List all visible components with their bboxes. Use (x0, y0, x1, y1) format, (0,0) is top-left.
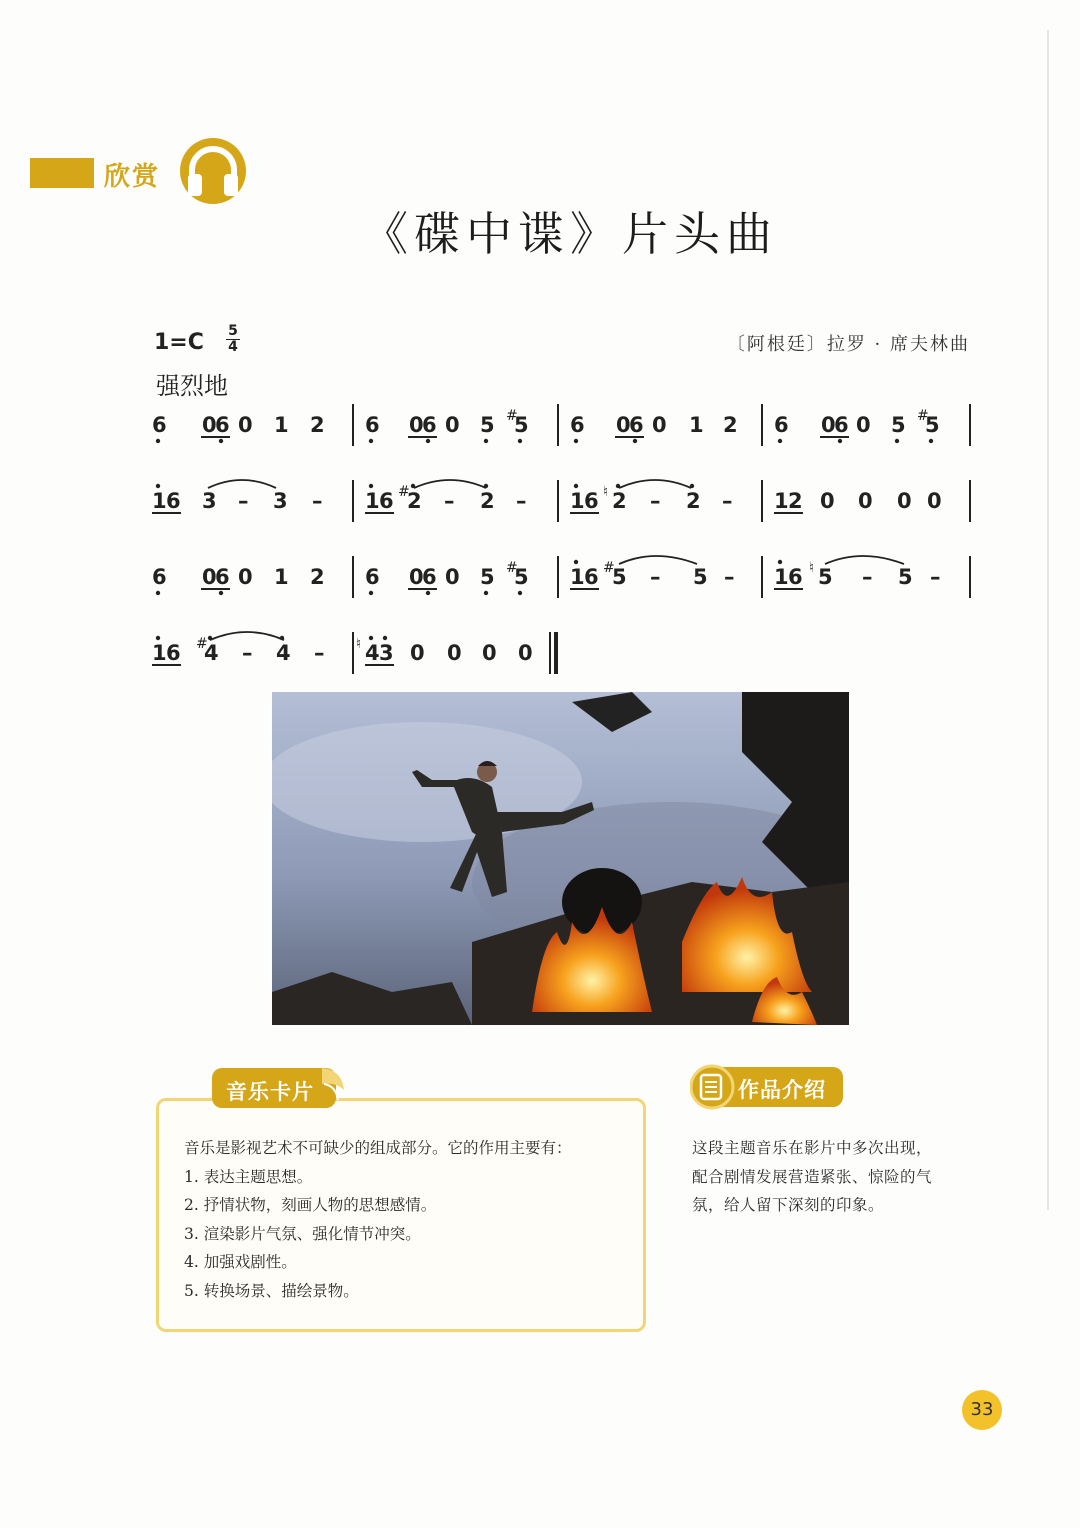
svg-text:–: – (650, 489, 661, 513)
notation-row-3 (152, 552, 982, 608)
card-line: 1. 表达主题思想。 (184, 1167, 313, 1186)
card-line: 4. 加强戏剧性。 (184, 1253, 297, 1271)
section-label: 欣赏 (104, 162, 161, 192)
svg-text:6: 6 (215, 565, 230, 589)
svg-text:2: 2 (723, 413, 738, 437)
svg-text:#: # (917, 408, 929, 424)
intro-label: 作品介绍 (738, 1078, 826, 1102)
svg-text:6: 6 (629, 413, 644, 437)
svg-text:0: 0 (410, 641, 425, 665)
svg-text:0: 0 (445, 413, 460, 437)
svg-text:5: 5 (693, 565, 708, 589)
svg-text:–: – (650, 565, 661, 589)
card-line: 音乐是影视艺术不可缺少的组成部分。它的作用主要有： (184, 1139, 572, 1157)
svg-text:6: 6 (166, 641, 181, 665)
time-signature (226, 324, 240, 355)
svg-text:–: – (312, 489, 323, 513)
svg-text:1: 1 (774, 489, 789, 513)
svg-text:2: 2 (480, 489, 495, 513)
card-line: 2. 抒情状物，刻画人物的思想感情。 (184, 1196, 437, 1214)
tempo-marking: 强烈地 (156, 372, 228, 400)
svg-text:0: 0 (616, 413, 631, 437)
svg-text:–: – (444, 489, 455, 513)
svg-text:5: 5 (898, 565, 913, 589)
measure-8 (774, 489, 942, 513)
svg-text:1: 1 (274, 413, 289, 437)
svg-text:6: 6 (584, 489, 599, 513)
measure-4 (774, 408, 940, 443)
svg-text:0: 0 (856, 413, 871, 437)
svg-text:4: 4 (204, 641, 219, 665)
measure-6 (365, 480, 527, 513)
svg-text:2: 2 (310, 413, 325, 437)
svg-text:1: 1 (152, 641, 167, 665)
intro-line: 氛，给人留下深刻的印象。 (692, 1196, 885, 1214)
svg-text:0: 0 (518, 641, 533, 665)
measure-1 (152, 413, 325, 443)
svg-text:–: – (930, 565, 941, 589)
section-bar (30, 158, 94, 188)
svg-text:1: 1 (152, 489, 167, 513)
svg-text:0: 0 (858, 489, 873, 513)
svg-text:0: 0 (927, 489, 942, 513)
svg-text:6: 6 (152, 413, 167, 437)
song-title: 《碟中谍》片头曲 (362, 207, 778, 261)
svg-text:6: 6 (422, 565, 437, 589)
svg-text:6: 6 (584, 565, 599, 589)
svg-text:1: 1 (570, 565, 585, 589)
svg-text:6: 6 (788, 565, 803, 589)
card-line: 5. 转换场景、描绘景物。 (184, 1281, 359, 1300)
measure-9 (152, 565, 325, 595)
svg-text:5: 5 (514, 413, 529, 437)
svg-text:0: 0 (409, 565, 424, 589)
time-bottom: 4 (228, 339, 238, 355)
svg-text:6: 6 (834, 413, 849, 437)
svg-text:#: # (196, 636, 208, 652)
notation-row-2 (152, 476, 982, 532)
svg-text:0: 0 (202, 565, 217, 589)
svg-text:2: 2 (612, 489, 627, 513)
key-signature: 1=C (154, 330, 204, 355)
measure-13 (152, 632, 325, 665)
svg-text:5: 5 (891, 413, 906, 437)
svg-text:6: 6 (152, 565, 167, 589)
svg-text:#: # (398, 484, 410, 500)
svg-text:0: 0 (409, 413, 424, 437)
svg-text:4: 4 (276, 641, 291, 665)
svg-text:–: – (314, 641, 325, 665)
svg-text:2: 2 (310, 565, 325, 589)
svg-text:0: 0 (482, 641, 497, 665)
measure-12 (774, 556, 941, 589)
measure-3 (570, 413, 738, 443)
svg-text:6: 6 (379, 489, 394, 513)
svg-text:0: 0 (897, 489, 912, 513)
svg-text:4: 4 (365, 641, 380, 665)
svg-text:0: 0 (821, 413, 836, 437)
svg-text:♮: ♮ (603, 484, 609, 500)
svg-text:1: 1 (689, 413, 704, 437)
svg-text:6: 6 (422, 413, 437, 437)
svg-text:6: 6 (570, 413, 585, 437)
music-card-body (184, 1134, 644, 1305)
svg-text:6: 6 (365, 413, 380, 437)
svg-text:0: 0 (447, 641, 462, 665)
measure-2 (365, 408, 529, 443)
svg-text:5: 5 (925, 413, 940, 437)
svg-text:#: # (603, 560, 615, 576)
measure-7 (570, 480, 733, 513)
svg-text:2: 2 (788, 489, 803, 513)
measure-14 (356, 636, 533, 665)
svg-text:1: 1 (365, 489, 380, 513)
film-still-photo (272, 692, 849, 1025)
svg-text:–: – (238, 489, 249, 513)
svg-text:–: – (724, 565, 735, 589)
svg-text:5: 5 (480, 413, 495, 437)
svg-text:1: 1 (570, 489, 585, 513)
svg-text:5: 5 (480, 565, 495, 589)
svg-text:6: 6 (774, 413, 789, 437)
svg-text:0: 0 (238, 565, 253, 589)
svg-text:2: 2 (407, 489, 422, 513)
composer-credit: 〔阿根廷〕拉罗 · 席夫林曲 (726, 334, 970, 355)
svg-text:6: 6 (166, 489, 181, 513)
svg-text:3: 3 (273, 489, 288, 513)
svg-text:0: 0 (238, 413, 253, 437)
svg-text:#: # (506, 560, 518, 576)
svg-text:♮: ♮ (809, 560, 815, 576)
music-card-label: 音乐卡片 (226, 1080, 314, 1104)
svg-text:5: 5 (514, 565, 529, 589)
svg-text:1: 1 (774, 565, 789, 589)
svg-text:6: 6 (365, 565, 380, 589)
svg-text:2: 2 (686, 489, 701, 513)
svg-text:–: – (722, 489, 733, 513)
headphones-icon (178, 136, 248, 206)
card-line: 3. 渲染影片气氛、强化情节冲突。 (184, 1224, 421, 1243)
notation-row-1 (152, 400, 982, 456)
svg-text:0: 0 (445, 565, 460, 589)
svg-text:5: 5 (818, 565, 833, 589)
time-top: 5 (228, 323, 238, 339)
intro-line: 这段主题音乐在影片中多次出现， (692, 1139, 933, 1157)
measure-11 (570, 556, 735, 589)
notation-row-4 (152, 628, 982, 684)
svg-text:#: # (506, 408, 518, 424)
page-number: 33 (962, 1390, 1002, 1430)
intro-body (692, 1134, 982, 1220)
intro-line: 配合剧情发展营造紧张、惊险的气 (692, 1167, 933, 1186)
svg-text:0: 0 (652, 413, 667, 437)
svg-text:3: 3 (379, 641, 394, 665)
svg-text:5: 5 (612, 565, 627, 589)
svg-text:♮: ♮ (356, 636, 362, 652)
svg-text:–: – (516, 489, 527, 513)
svg-text:0: 0 (820, 489, 835, 513)
svg-text:0: 0 (202, 413, 217, 437)
svg-text:1: 1 (274, 565, 289, 589)
svg-text:–: – (242, 641, 253, 665)
svg-text:3: 3 (202, 489, 217, 513)
svg-text:6: 6 (215, 413, 230, 437)
measure-5 (152, 480, 323, 513)
measure-10 (365, 560, 529, 595)
svg-text:–: – (862, 565, 873, 589)
